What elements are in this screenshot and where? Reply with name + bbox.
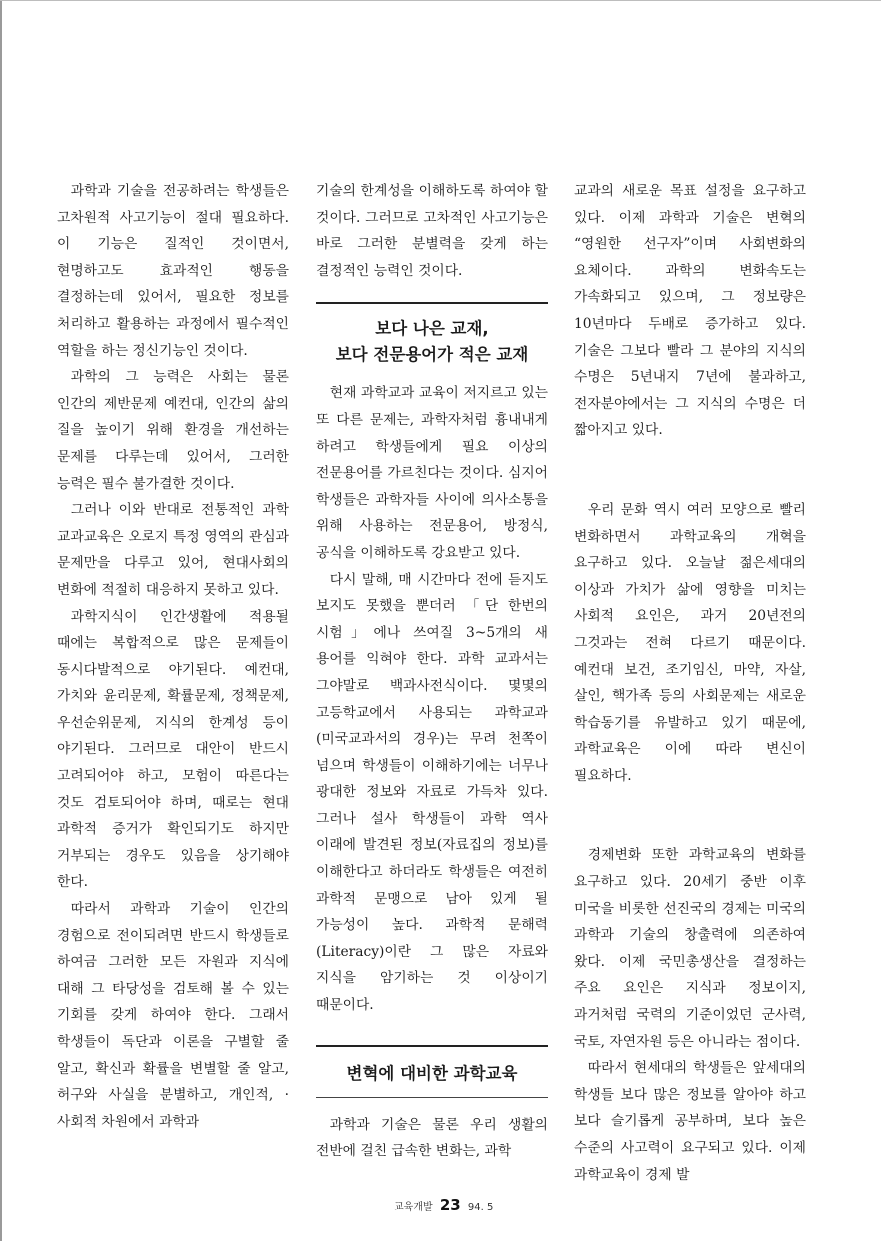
column-left xyxy=(57,178,289,1135)
paragraph: 과학과 기술은 물론 우리 생활의 전반에 걸친 급속한 변화는, 과학 xyxy=(316,1116,548,1160)
page-edge-top xyxy=(0,0,881,1)
page-number: 23 xyxy=(439,1196,461,1214)
paragraph-gap xyxy=(574,444,806,497)
heading-line: 변혁에 대비한 과학교육 xyxy=(346,1063,518,1083)
paragraph-gap xyxy=(574,789,806,842)
paragraph: 다시 말해, 매 시간마다 전에 듣지도 보지도 못했을 뿐더러 「단 한번의 시험」에나 쓰여질 3~5개의 새 용어를 익혀야 한다. 과학 교과서는 그야말로 백과사전식이다. 몇몇의 고등학교에서 사용되는 과학교과(미국교과서의 경우)는 무려 천쪽이 넘으며 학생들이 이해하기에는 너무나 광대한 정보와 자료로 가득차 있다. 그러나 설사 학생들이 과학 역사 이래에 발견된 정보(자료집의 정보)를 이해한다고 하더라도 학생들은 여전히 과학적 문맹으로 남아 있게 될 가능성이 높다. 과학적 문해력(Literacy)이란 그 많은 자료와 지식을 암기하는 것 이상이기 때문이다. xyxy=(316,571,548,1014)
paragraph: 경제변화 또한 과학교육의 변화를 요구하고 있다. 20세기 중반 이후 미국을 비롯한 선진국의 경제는 미국의 과학과 기술의 창출력에 의존하여 왔다. 이제 국민총생산을 결정하는 주요 요인은 지식과 정보이지, 과거처럼 국력의 기준이었던 군사력, 국토, 자연자원 등은 아니라는 점이다. xyxy=(574,847,806,1050)
section-heading-science-education-for-change xyxy=(316,1045,548,1098)
paragraph: 교과의 새로운 목표 설정을 요구하고 있다. 이제 과학과 기술은 변혁의 “영원한 선구자”이며 사회변화의 요체이다. 과학의 변화속도는 가속화되고 있으며, 그 정보량은 10년마다 두배로 증가하고 있다. 기술은 그보다 빨라 그 분야의 지식의 수명은 5년내지 7년에 불과하고, 전자분야에서는 그 지식의 수명은 더 짧아지고 있다. xyxy=(574,183,806,439)
column-middle xyxy=(316,178,548,1165)
paragraph: 과학의 그 능력은 사회는 물론 인간의 제반문제 예컨대, 인간의 삶의 질을 높이기 위해 환경을 개선하는 문제를 다루는데 있어서, 그러한 능력은 필수 불가결한 것이다. xyxy=(57,369,289,492)
issue-date: 94. 5 xyxy=(467,1202,494,1213)
paragraph: 과학지식이 인간생활에 적용될 때에는 복합적으로 많은 문제들이 동시다발적으로 야기된다. 예컨대, 가치와 윤리문제, 확률문제, 정책문제, 우선순위문제, 지식의 한계성 등이 야기된다. 그러므로 대안이 반드시 고려되어야 하고, 모험이 따른다는 것도 검토되어야 하며, 때로는 현대 과학적 증거가 확인되기도 하지만 거부되는 경우도 있음을 상기해야 한다. xyxy=(57,608,289,891)
paragraph: 기술의 한계성을 이해하도록 하여야 할 것이다. 그러므로 고차적인 사고기능은 바로 그러한 분별력을 갖게 하는 결정적인 능력인 것이다. xyxy=(316,183,548,279)
paragraph: 따라서 과학과 기술이 인간의 경험으로 전이되려면 반드시 학생들로 하여금 그러한 모든 자원과 지식에 대해 그 타당성을 검토해 볼 수 있는 기회를 갖게 하여야 한다. 그래서 학생들이 독단과 이론을 구별할 줄 알고, 확신과 확률을 변별할 줄 알고, 허구와 사실을 분별하고, 개인적, · 사회적 차원에서 과학과 xyxy=(57,901,289,1130)
page-edge-left xyxy=(0,0,2,1241)
paragraph: 현재 과학교과 교육이 저지르고 있는 또 다른 문제는, 과학자처럼 흉내내게 하려고 학생들에게 필요 이상의 전문용어를 가르친다는 것이다. 심지어 학생들은 과학자들 사이에 의사소통을 위해 사용하는 전문용어, 방정식, 공식을 이해하도록 강요받고 있다. xyxy=(316,385,548,561)
paragraph: 우리 문화 역시 여러 모양으로 빨리 변화하면서 과학교육의 개혁을 요구하고 있다. 오늘날 젊은세대의 이상과 가치가 삶에 영향을 미치는 사회적 요인은, 과거 20년전의 그것과는 전혀 다르기 때문이다. 예컨대 보건, 조기임신, 마약, 자살, 살인, 핵가족 등의 사회문제는 새로운 학습동기를 유발하고 있기 때문에, 과학교육은 이에 따라 변신이 필요하다. xyxy=(574,501,806,784)
paragraph: 과학과 기술을 전공하려는 학생들은 고차원적 사고기능이 절대 필요하다. 이 기능은 질적인 것이면서, 현명하고도 효과적인 행동을 결정하는데 있어서, 필요한 정보를 처리하고 활용하는 과정에서 필수적인 역할을 하는 정신기능인 것이다. xyxy=(57,183,289,359)
heading-line: 보다 나은 교재, xyxy=(375,319,489,339)
paragraph: 따라서 현세대의 학생들은 앞세대의 학생들 보다 많은 정보를 알아야 하고 보다 슬기롭게 공부하며, 보다 높은 수준의 사고력이 요구되고 있다. 이제 과학교육이 경제 발 xyxy=(574,1060,806,1183)
heading-line: 보다 전문용어가 적은 교재 xyxy=(335,345,529,365)
column-right xyxy=(574,178,806,1188)
paragraph: 그러나 이와 반대로 전통적인 과학 교과교육은 오로지 특정 영역의 관심과 문제만을 다루고 있어, 현대사회의 변화에 적절히 대응하지 못하고 있다. xyxy=(57,502,289,598)
publication-name: 교육개발 xyxy=(394,1202,433,1213)
page-footer xyxy=(394,1196,493,1214)
section-heading-better-textbooks xyxy=(316,302,548,374)
